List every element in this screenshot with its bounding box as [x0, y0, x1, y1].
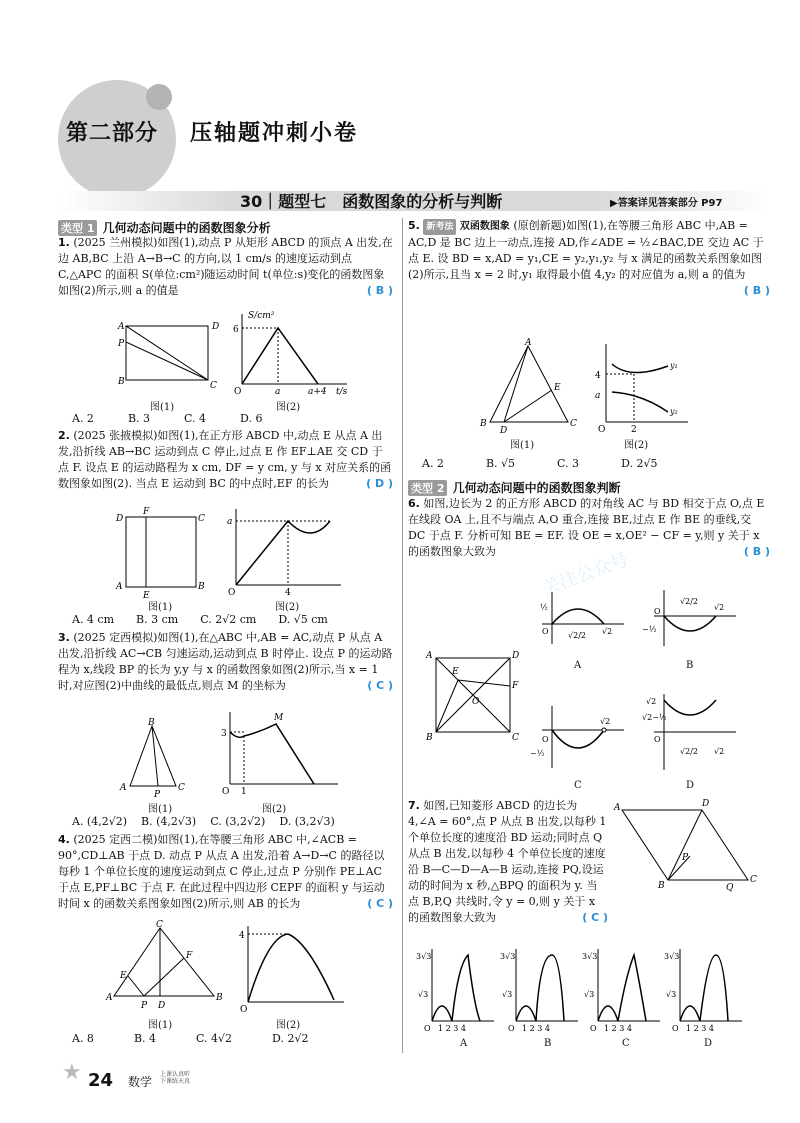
page-number: 24 [88, 1070, 114, 1091]
q7-graph-b [500, 945, 580, 1033]
svg-text:√3: √3 [502, 990, 513, 999]
q5-answer: ( B ) [743, 284, 770, 297]
q5-tag2: 双函数图象 [459, 221, 510, 232]
part-label: 第二部分 [66, 121, 159, 146]
q3-figure-1 [118, 718, 188, 798]
q2-option-c[interactable]: C. 2√2 cm [200, 613, 257, 626]
svg-text:C: C [156, 920, 163, 930]
svg-text:E: E [120, 971, 127, 981]
svg-text:O: O [234, 387, 242, 397]
q3-option-d[interactable]: D. (3,2√3) [279, 815, 335, 828]
q3-text: (2025 定西模拟)如图(1),在△ABC 中,AB = AC,动点 P 从点 A 出发,沿折线 AC→CB 匀速运动,运动到点 B 时停止. 设点 P 的运动路程为 x,线段 BP 的长为 y,y 与 x 的函数图象如图(2)所示,当 x = 1 时,对应图(2)中曲线的最低点,则点 M 的坐标为 [58, 631, 393, 692]
topic-title: 30｜题型七 函数图象的分析与判断 [240, 192, 503, 211]
svg-text:√2: √2 [714, 747, 725, 756]
type1-heading [58, 217, 271, 236]
q2-answer: ( D ) [366, 477, 393, 490]
svg-text:M: M [274, 713, 284, 723]
svg-text:a: a [227, 517, 233, 527]
svg-text:O: O [654, 735, 661, 744]
q1-figure-2 [232, 308, 352, 396]
question-1 [58, 235, 393, 299]
q7-answer: ( C ) [582, 911, 608, 924]
q1-option-b[interactable]: B. 3 [127, 412, 151, 425]
q6-label-a[interactable]: A [574, 660, 582, 671]
q2-figure-1 [112, 505, 212, 601]
svg-text:B: B [148, 718, 155, 728]
svg-text:½: ½ [540, 603, 548, 612]
q2-option-d[interactable]: D. √5 cm [278, 613, 328, 626]
q1-option-a[interactable]: A. 2 [72, 412, 94, 425]
svg-text:S/cm²: S/cm² [248, 311, 275, 321]
q6-graph-a [528, 588, 628, 648]
q1-option-d[interactable]: D. 6 [240, 412, 263, 425]
svg-text:√3: √3 [584, 990, 595, 999]
type2-heading [408, 477, 621, 496]
q1-options [72, 412, 262, 425]
svg-text:√3: √3 [666, 990, 677, 999]
svg-text:B: B [480, 419, 487, 429]
q4-option-d[interactable]: D. 2√2 [272, 1032, 309, 1045]
q1-number: 1. [58, 236, 70, 249]
question-6 [408, 496, 770, 560]
svg-text:P: P [141, 1001, 148, 1011]
svg-text:O: O [672, 1024, 679, 1033]
svg-text:A: A [116, 582, 123, 592]
q6-graph-d [640, 690, 740, 774]
svg-text:P: P [118, 339, 125, 349]
q3-options [72, 815, 335, 828]
q5-option-c[interactable]: C. 3 [557, 457, 580, 470]
q5-figure-2 [592, 340, 692, 434]
svg-text:A: A [426, 651, 433, 661]
type2-title: 几何动态问题中的函数图象判断 [452, 481, 621, 495]
svg-text:4: 4 [285, 588, 291, 598]
q2-text: (2025 张掖模拟)如图(1),在正方形 ABCD 中,动点 E 从点 A 出发,沿折线 AB→BC 运动到点 C 停止,过点 E 作 EF⊥AE 交 CD 于点 F. 设点 E 的运动路程为 x cm, DF = y cm, y 与 x 对应关系的函数图象如图(2). 当点 E 运动到 BC 的中点时,EF 的长为 [58, 429, 392, 490]
q2-figure-2 [226, 505, 346, 597]
svg-text:√2/2: √2/2 [680, 747, 698, 756]
q5-number: 5. [408, 219, 420, 232]
svg-text:A: A [118, 322, 125, 332]
star-icon: ★ [62, 1060, 82, 1085]
svg-text:P: P [154, 790, 161, 800]
svg-text:B: B [118, 377, 125, 387]
svg-text:y₂: y₂ [670, 407, 678, 416]
motto-line-2: 下课练天真 [160, 1078, 191, 1085]
svg-text:√2: √2 [600, 717, 611, 726]
svg-text:O: O [542, 627, 549, 636]
q1-option-c[interactable]: C. 4 [184, 412, 207, 425]
svg-text:E: E [452, 667, 459, 677]
q5-caption-1: 图(1) [510, 440, 535, 451]
svg-text:B: B [658, 881, 665, 891]
svg-text:t/s: t/s [336, 387, 348, 397]
q6-answer: ( B ) [743, 545, 770, 558]
svg-text:D: D [116, 514, 124, 524]
svg-text:a+4: a+4 [308, 387, 327, 397]
svg-text:1 2 3 4: 1 2 3 4 [604, 1024, 632, 1033]
svg-text:O: O [228, 588, 236, 598]
q7-label-c[interactable]: C [622, 1038, 630, 1049]
question-5 [408, 218, 770, 299]
q7-number: 7. [408, 799, 420, 812]
column-divider [402, 218, 403, 1053]
svg-text:3√3: 3√3 [664, 952, 680, 961]
svg-text:B: B [216, 993, 223, 1003]
svg-text:√2/2: √2/2 [680, 597, 698, 606]
header-small-circle [146, 84, 172, 110]
motto-line-1: 上课认真听 [160, 1071, 191, 1078]
svg-text:A: A [106, 993, 113, 1003]
q3-figure-2 [220, 708, 340, 796]
q6-label-b[interactable]: B [686, 660, 694, 671]
q5-option-a[interactable]: A. 2 [422, 457, 444, 470]
svg-text:O: O [590, 1024, 597, 1033]
svg-text:3√3: 3√3 [582, 952, 598, 961]
q6-graph-c [528, 702, 628, 772]
q3-answer: ( C ) [367, 679, 393, 692]
q6-label-d[interactable]: D [686, 780, 695, 791]
q5-caption-2: 图(2) [624, 440, 649, 451]
q3-option-b[interactable]: B. (4,2√3) [141, 815, 197, 828]
svg-text:√2: √2 [646, 697, 657, 706]
q4-caption-1: 图(1) [148, 1020, 173, 1031]
q2-option-a[interactable]: A. 4 cm [72, 613, 115, 626]
answer-reference[interactable]: ▶答案详见答案部分 P97 [610, 198, 723, 209]
type1-tag: 类型 1 [58, 220, 97, 236]
svg-text:3: 3 [221, 729, 227, 739]
q4-figure-2 [238, 922, 348, 1014]
svg-text:√2/2: √2/2 [568, 631, 586, 640]
svg-text:a: a [275, 387, 281, 397]
svg-text:−½: −½ [642, 625, 657, 634]
q7-label-a[interactable]: A [460, 1038, 468, 1049]
q5-option-b[interactable]: B. √5 [485, 457, 516, 470]
svg-text:y₁: y₁ [670, 361, 678, 370]
svg-text:6: 6 [233, 325, 239, 335]
q2-caption-1: 图(1) [148, 602, 173, 613]
q7-text: 如图,已知菱形 ABCD 的边长为 4,∠A = 60°,点 P 从点 B 出发,以每秒 1 个单位长度的速度沿 BD 运动;同时点 Q 从点 B 出发,以每秒 4 个单位长度的速度沿 B—C—D—A—B 运动,连接 PQ,设运动的时间为 x 秒,△BPQ 的面积为 y. 当点 B,P,Q 共线时,令 y = 0,则 y 关于 x 的函数图象大致为 [408, 799, 607, 924]
question-7 [408, 798, 608, 926]
q6-text: 如图,边长为 2 的正方形 ABCD 的对角线 AC 与 BD 相交于点 O,点 E 在线段 OA 上,且不与端点 A,O 重合,连接 BE,过点 E 作 BE 的垂线,交 DC 于点 F. 分析可知 BE = EF. 设 OE = x,OE² − CF = y,则 y 关于 x 的函数图象大致为 [408, 497, 765, 558]
q3-number: 3. [58, 631, 70, 644]
q1-figure-1 [112, 312, 222, 394]
q3-caption-1: 图(1) [148, 804, 173, 815]
q4-answer: ( C ) [367, 897, 393, 910]
q4-number: 4. [58, 833, 70, 846]
svg-text:C: C [512, 733, 519, 743]
svg-text:4: 4 [595, 371, 601, 381]
svg-text:E: E [143, 591, 150, 601]
q5-options [422, 457, 658, 470]
q2-number: 2. [58, 429, 70, 442]
q7-graph-d [664, 945, 744, 1033]
svg-text:−½: −½ [530, 749, 545, 758]
q4-caption-2: 图(2) [276, 1020, 301, 1031]
question-3 [58, 630, 393, 694]
q1-caption-1: 图(1) [150, 402, 175, 413]
svg-text:√2: √2 [714, 603, 725, 612]
svg-text:√2−½: √2−½ [642, 713, 667, 722]
svg-text:C: C [178, 783, 185, 793]
subject-label: 数学 [128, 1075, 153, 1089]
svg-text:2: 2 [631, 425, 637, 435]
svg-text:A: A [120, 783, 127, 793]
svg-text:O: O [598, 425, 606, 435]
q4-option-c[interactable]: C. 4√2 [196, 1032, 233, 1045]
q5-option-d[interactable]: D. 2√5 [621, 457, 658, 470]
svg-text:F: F [186, 951, 193, 961]
svg-text:O: O [222, 787, 230, 797]
q3-option-a[interactable]: A. (4,2√2) [72, 815, 128, 828]
svg-text:3√3: 3√3 [500, 952, 516, 961]
svg-text:O: O [654, 607, 661, 616]
q6-label-c[interactable]: C [574, 780, 582, 791]
q5-tag: 新考法 [423, 219, 456, 235]
q1-text: (2025 兰州模拟)如图(1),动点 P 从矩形 ABCD 的顶点 A 出发,在边 AB,BC 上沿 A→B→C 的方向,以 1 cm/s 的速度运动到点 C,△APC 的面积 S(单位:cm²)随运动时间 t(单位:s)变化的函数图象如图(2)所示,则 a 的值是 [58, 236, 393, 297]
svg-text:D: D [158, 1001, 166, 1011]
svg-text:E: E [554, 383, 561, 393]
q1-caption-2: 图(2) [276, 402, 301, 413]
q5-figure-1 [478, 338, 578, 434]
svg-text:O: O [508, 1024, 515, 1033]
svg-text:D: D [500, 426, 508, 436]
q7-label-d[interactable]: D [704, 1038, 713, 1049]
svg-text:A: A [614, 803, 621, 813]
svg-text:√3: √3 [418, 990, 429, 999]
q2-option-b[interactable]: B. 3 cm [136, 613, 179, 626]
q4-figure-1 [104, 920, 224, 1012]
svg-text:C: C [750, 875, 757, 885]
svg-text:√2: √2 [602, 627, 613, 636]
type1-title: 几何动态问题中的函数图象分析 [102, 221, 271, 235]
q2-caption-2: 图(2) [275, 602, 300, 613]
svg-text:D: D [212, 322, 220, 332]
svg-text:3√3: 3√3 [416, 952, 432, 961]
q4-option-b[interactable]: B. 4 [133, 1032, 157, 1045]
svg-text:C: C [570, 419, 577, 429]
type2-tag: 类型 2 [408, 480, 447, 496]
q4-options [72, 1032, 308, 1045]
question-2 [58, 428, 393, 492]
q4-text: (2025 定西二模)如图(1),在等腰三角形 ABC 中,∠ACB = 90°,CD⊥AB 于点 D. 动点 P 从点 A 出发,沿着 A→D→C 的路径以每秒 1 个单位长度的速度运动到点 C 停止,过点 P 分别作 PE⊥AC 于点 E,PF⊥BC 于点 F. 在此过程中四边形 CEPF 的面积 y 与运动时间 x 的函数关系图象如图(2)所示,则 AB 的长为 [58, 833, 385, 910]
footer-motto [160, 1071, 190, 1085]
svg-text:F: F [143, 507, 150, 517]
svg-text:B: B [426, 733, 433, 743]
svg-text:D: D [702, 799, 710, 809]
q3-caption-2: 图(2) [262, 804, 287, 815]
svg-text:P: P [682, 853, 689, 863]
svg-text:A: A [525, 338, 532, 348]
svg-text:F: F [512, 681, 519, 691]
q7-graph-a [416, 945, 496, 1033]
svg-text:1 2 3 4: 1 2 3 4 [522, 1024, 550, 1033]
q6-number: 6. [408, 497, 420, 510]
svg-text:Q: Q [726, 883, 734, 893]
q4-option-a[interactable]: A. 8 [72, 1032, 94, 1045]
svg-text:1: 1 [241, 787, 247, 797]
q3-option-c[interactable]: C. (3,2√2) [210, 815, 266, 828]
q2-options [72, 613, 328, 626]
svg-text:O: O [424, 1024, 431, 1033]
svg-text:a: a [595, 391, 601, 401]
q6-square-figure [424, 648, 524, 744]
svg-text:4: 4 [239, 931, 245, 941]
svg-text:O: O [240, 1005, 248, 1015]
svg-text:O: O [472, 697, 480, 707]
question-4 [58, 832, 393, 912]
svg-text:C: C [210, 381, 217, 391]
svg-text:1 2 3 4: 1 2 3 4 [438, 1024, 466, 1033]
q7-graph-c [582, 945, 662, 1033]
svg-text:1 2 3 4: 1 2 3 4 [686, 1024, 714, 1033]
q5-text: (原创新题)如图(1),在等腰三角形 ABC 中,AB = AC,D 是 BC 边上一动点,连接 AD,作∠ADE = ½∠BAC,DE 交边 AC 于点 E. 设 BD = x,AD = y₁,CE = y₂,y₁,y₂ 与 x 满足的函数关系图象如图(2)所示,且当 x = 2 时,y₁ 取得最小值 4,y₂ 的对应值为 a,则 a 的值为 [408, 219, 764, 281]
watermark: 关注公众号 [539, 549, 632, 600]
svg-text:B: B [198, 582, 205, 592]
svg-text:D: D [512, 651, 520, 661]
q7-label-b[interactable]: B [544, 1038, 552, 1049]
svg-text:O: O [542, 735, 549, 744]
q1-answer: ( B ) [366, 284, 393, 297]
section-title: 压轴题冲刺小卷 [190, 121, 359, 146]
svg-text:C: C [198, 514, 205, 524]
q6-graph-b [640, 586, 740, 650]
q7-rhombus-figure [612, 796, 762, 892]
